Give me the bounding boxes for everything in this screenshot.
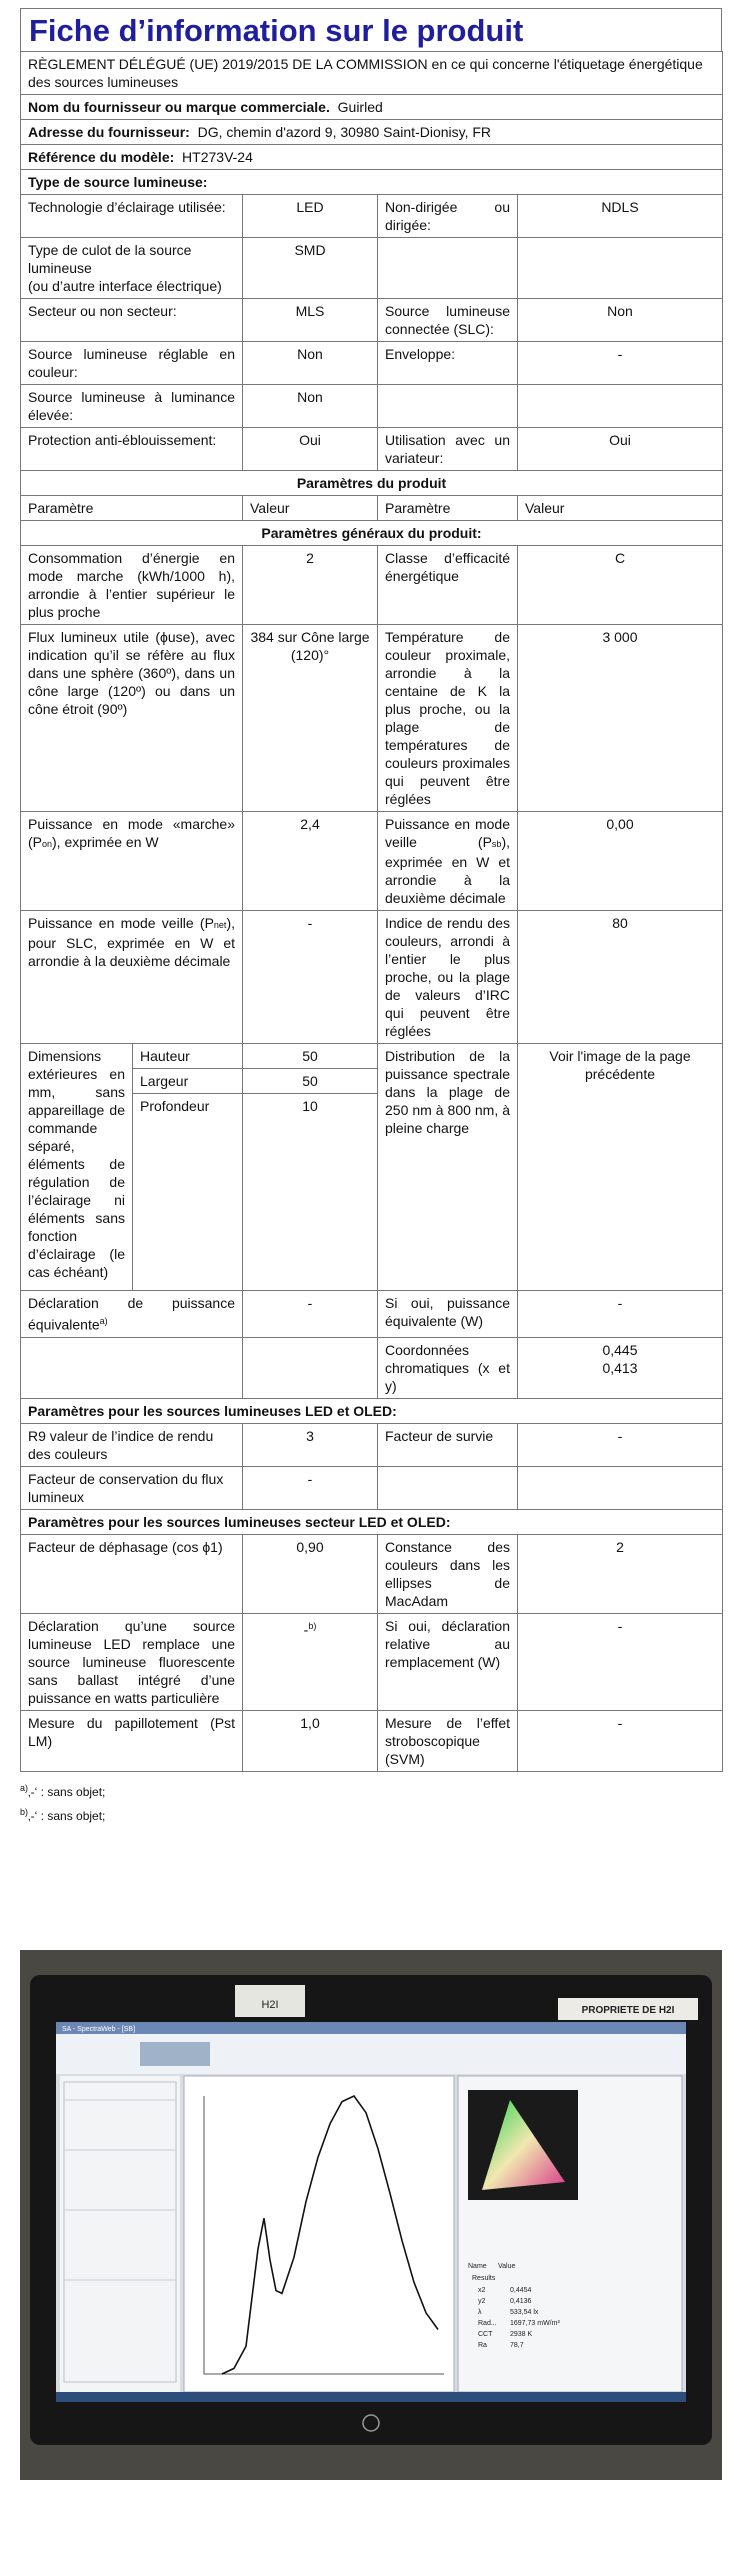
- source-type-header: Type de source lumineuse:: [21, 170, 723, 195]
- height-value: 50: [243, 1044, 378, 1069]
- equiv-label: [21, 1291, 243, 1338]
- cri-value: 80: [518, 911, 723, 1044]
- survival-label: Facteur de survie: [378, 1423, 518, 1466]
- result-name: λ: [478, 2309, 482, 2316]
- replace-w-label: Si oui, déclaration relative au remplacement (W): [378, 1613, 518, 1710]
- result-value: 1697,73 mW/m²: [510, 2320, 560, 2327]
- type-label-3b: Source lumineuse connectée (SLC):: [378, 299, 518, 342]
- depth-label: Profondeur: [133, 1094, 243, 1291]
- footnote-a-text: ‚-‘ : sans objet;: [28, 1784, 106, 1799]
- type-label-1b: Non-dirigée ou dirigée:: [378, 195, 518, 238]
- result-name: y2: [478, 2298, 486, 2305]
- macadam-label: Constance des couleurs dans les ellipses de MacAdam: [378, 1534, 518, 1613]
- width-label: Largeur: [133, 1069, 243, 1094]
- cri-label: Indice de rendu des couleurs, arrondi à l’entier le plus proche, ou la plage de valeurs d’IRC qui peuvent être réglées: [378, 911, 518, 1044]
- type-value-2: SMD: [243, 238, 378, 299]
- app-title: SA - SpectraWeb - [SB]: [62, 2026, 136, 2033]
- width-value: 50: [243, 1069, 378, 1094]
- address-label: Adresse du fournisseur:: [28, 124, 190, 140]
- page-title: Fiche d’information sur le produit: [20, 8, 722, 51]
- psb-label: [378, 812, 518, 911]
- pnet-sub: net: [213, 920, 227, 930]
- footnote-b: [20, 1802, 722, 1826]
- type-label-4: Source lumineuse réglable en couleur:: [21, 342, 243, 385]
- type-value-3: MLS: [243, 299, 378, 342]
- type-label-6: Protection anti-éblouissement:: [21, 428, 243, 471]
- address-row: [21, 120, 723, 145]
- type-label-2b: (ou d’autre interface électrique): [28, 278, 222, 294]
- equiv-w-value: -: [518, 1291, 723, 1338]
- pon-sub: on: [42, 839, 53, 849]
- phase-label: Facteur de déphasage (cos ϕ1): [21, 1534, 243, 1613]
- empty-cell: [21, 1337, 243, 1398]
- energy-value: 2: [243, 546, 378, 625]
- type-value-1: LED: [243, 195, 378, 238]
- result-value: 0,4454: [510, 2287, 532, 2294]
- empty-cell-4: [518, 1466, 723, 1509]
- pon-label-b: ), exprimée en W: [52, 834, 159, 850]
- replace-w-value: -: [518, 1613, 723, 1710]
- replace-value-text: -: [303, 1621, 309, 1638]
- col-param-1: Paramètre: [21, 496, 243, 521]
- regulation-text: RÈGLEMENT DÉLÉGUÉ (UE) 2019/2015 DE LA COMMISSION en ce qui concerne l'étiquetage énergétique des sources lumineuses: [21, 52, 723, 95]
- type-value-1b: NDLS: [518, 195, 723, 238]
- taskbar: [56, 2392, 686, 2402]
- result-name: Ra: [478, 2342, 487, 2349]
- product-info-sheet: [20, 8, 722, 1826]
- flicker-label: Mesure du papillotement (Pst LM): [21, 1710, 243, 1771]
- dims-label: Dimensions extérieures en mm, sans appareillage de commande séparé, éléments de régulation de l’éclairage ni éléments sans fonction d’éclairage (le cas échéant): [21, 1044, 133, 1291]
- equiv-w-label: Si oui, puissance équivalente (W): [378, 1291, 518, 1338]
- readout-box: [140, 2042, 210, 2066]
- type-value-2c: [518, 238, 723, 299]
- model-row: [21, 145, 723, 170]
- psb-value: 0,00: [518, 812, 723, 911]
- type-label-4b: Enveloppe:: [378, 342, 518, 385]
- results-name-header: Name: [468, 2263, 487, 2270]
- model-label: Référence du modèle:: [28, 149, 175, 165]
- flux-maint-label: Facteur de conservation du flux lumineux: [21, 1466, 243, 1509]
- result-value: 2938 K: [510, 2331, 533, 2338]
- phase-value: 0,90: [243, 1534, 378, 1613]
- spectrometer-photo: [20, 1950, 722, 2480]
- temp-label: Température de couleur proximale, arrondie à la centaine de K la plus proche, ou la plage de températures de couleurs proximales qui peuvent être réglées: [378, 625, 518, 812]
- chroma-x: 0,445: [602, 1341, 638, 1358]
- spd-value: Voir l'image de la page précédente: [518, 1044, 723, 1291]
- footnotes: [20, 1778, 722, 1826]
- psb-label-a: Puissance en mode veille (P: [385, 816, 510, 850]
- flux-value: 384 sur Cône large (120)°: [243, 625, 378, 812]
- type-label-1: Technologie d’éclairage utilisée:: [21, 195, 243, 238]
- flux-maint-value: -: [243, 1466, 378, 1509]
- type-value-6b: Oui: [518, 428, 723, 471]
- results-value-header: Value: [498, 2263, 516, 2270]
- pnet-label-a: Puissance en mode veille (P: [28, 915, 214, 931]
- type-value-3b: Non: [518, 299, 723, 342]
- type-value-4b: -: [518, 342, 723, 385]
- result-value: 533,54 lx: [510, 2309, 539, 2316]
- chroma-value: [518, 1337, 723, 1398]
- strobo-label: Mesure de l’effet stroboscopique (SVM): [378, 1710, 518, 1771]
- r9-value: 3: [243, 1423, 378, 1466]
- replace-label: Déclaration qu’une source lumineuse LED remplace une source lumineuse fluorescente sans ballast intégré d’une puissance en watts particulière: [21, 1613, 243, 1710]
- replace-value: [243, 1613, 378, 1710]
- empty-cell-3: [378, 1466, 518, 1509]
- mains-header: Paramètres pour les sources lumineuses secteur LED et OLED:: [21, 1509, 723, 1534]
- col-param-2: Paramètre: [378, 496, 518, 521]
- strobo-value: -: [518, 1710, 723, 1771]
- spectrometer-photo-svg: [20, 1950, 722, 2480]
- chroma-label: Coordonnées chromatiques (x et y): [378, 1337, 518, 1398]
- macadam-value: 2: [518, 1534, 723, 1613]
- result-value: 78,7: [510, 2342, 524, 2349]
- footnote-b-mark: b): [20, 1806, 29, 1817]
- class-value: C: [518, 546, 723, 625]
- tag-text: H2I: [261, 1999, 279, 2011]
- pon-label: [21, 812, 243, 911]
- supplier-value: Guirled: [337, 99, 383, 115]
- col-value-2: Valeur: [518, 496, 723, 521]
- height-label: Hauteur: [133, 1044, 243, 1069]
- depth-value: 10: [243, 1094, 378, 1291]
- pnet-label-b: ), pour SLC, exprimée en W et arrondie à la deuxième décimale: [28, 915, 235, 969]
- info-table: [20, 51, 723, 1772]
- result-name: Rad...: [478, 2320, 497, 2327]
- psb-label-b: ), exprimée en W et arrondie à la deuxième décimale: [385, 834, 510, 906]
- flux-label: Flux lumineux utile (ϕuse), avec indication qu’il se réfère au flux dans une sphère (360º), dans un cône large (120º) ou dans un cône étroit (90º): [21, 625, 243, 812]
- supplier-row: [21, 95, 723, 120]
- type-label-5: Source lumineuse à luminance élevée:: [21, 385, 243, 428]
- temp-value: 3 000: [518, 625, 723, 812]
- params-header: Paramètres du produit: [21, 471, 723, 496]
- app-titlebar: [56, 2022, 686, 2034]
- pon-label-a: Puissance en mode «marche» (P: [28, 816, 235, 850]
- class-label: Classe d’efficacité énergétique: [378, 546, 518, 625]
- survival-value: -: [518, 1423, 723, 1466]
- pnet-label: [21, 911, 243, 1044]
- r9-label: R9 valeur de l’indice de rendu des couleurs: [21, 1423, 243, 1466]
- general-header: Paramètres généraux du produit:: [21, 521, 723, 546]
- energy-label: Consommation d’énergie en mode marche (kWh/1000 h), arrondie à l’entier supérieur le plus proche: [21, 546, 243, 625]
- footnote-b-text: ‚-‘ : sans objet;: [28, 1808, 106, 1823]
- type-label-3: Secteur ou non secteur:: [21, 299, 243, 342]
- results-group: Results: [472, 2275, 496, 2282]
- flicker-value: 1,0: [243, 1710, 378, 1771]
- pnet-value: -: [243, 911, 378, 1044]
- sticker-text: PROPRIETE DE H2I: [581, 2005, 675, 2016]
- empty-cell-2: [243, 1337, 378, 1398]
- type-label-2a: Type de culot de la source lumineuse: [28, 242, 192, 276]
- left-panel: [60, 2076, 180, 2392]
- led-header: Paramètres pour les sources lumineuses LED et OLED:: [21, 1398, 723, 1423]
- col-value-1: Valeur: [243, 496, 378, 521]
- result-name: x2: [478, 2287, 486, 2294]
- spd-label: Distribution de la puissance spectrale dans la plage de 250 nm à 800 nm, à pleine charge: [378, 1044, 518, 1291]
- footnote-a: [20, 1778, 722, 1802]
- model-value: HT273V-24: [182, 149, 253, 165]
- type-label-6b: Utilisation avec un variateur:: [378, 428, 518, 471]
- equiv-label-text: Déclaration de puissance équivalente: [28, 1295, 235, 1333]
- type-label-2: [21, 238, 243, 299]
- psb-sub: sb: [491, 839, 502, 849]
- equiv-value: -: [243, 1291, 378, 1338]
- type-value-4: Non: [243, 342, 378, 385]
- address-value: DG, chemin d'azord 9, 30980 Saint-Dionisy, FR: [197, 124, 492, 140]
- pon-value: 2,4: [243, 812, 378, 911]
- type-value-5: Non: [243, 385, 378, 428]
- footnote-a-mark: a): [20, 1782, 29, 1793]
- type-label-2c: [378, 238, 518, 299]
- chroma-y: 0,413: [602, 1359, 638, 1376]
- replace-sup: b): [308, 1620, 317, 1631]
- type-value-6: Oui: [243, 428, 378, 471]
- chart-panel: [184, 2076, 454, 2392]
- result-name: CCT: [478, 2331, 493, 2338]
- type-value-5b: [518, 385, 723, 428]
- equiv-sup: a): [99, 1316, 108, 1326]
- type-label-5b: [378, 385, 518, 428]
- result-value: 0,4136: [510, 2298, 532, 2305]
- supplier-label: Nom du fournisseur ou marque commerciale.: [28, 99, 330, 115]
